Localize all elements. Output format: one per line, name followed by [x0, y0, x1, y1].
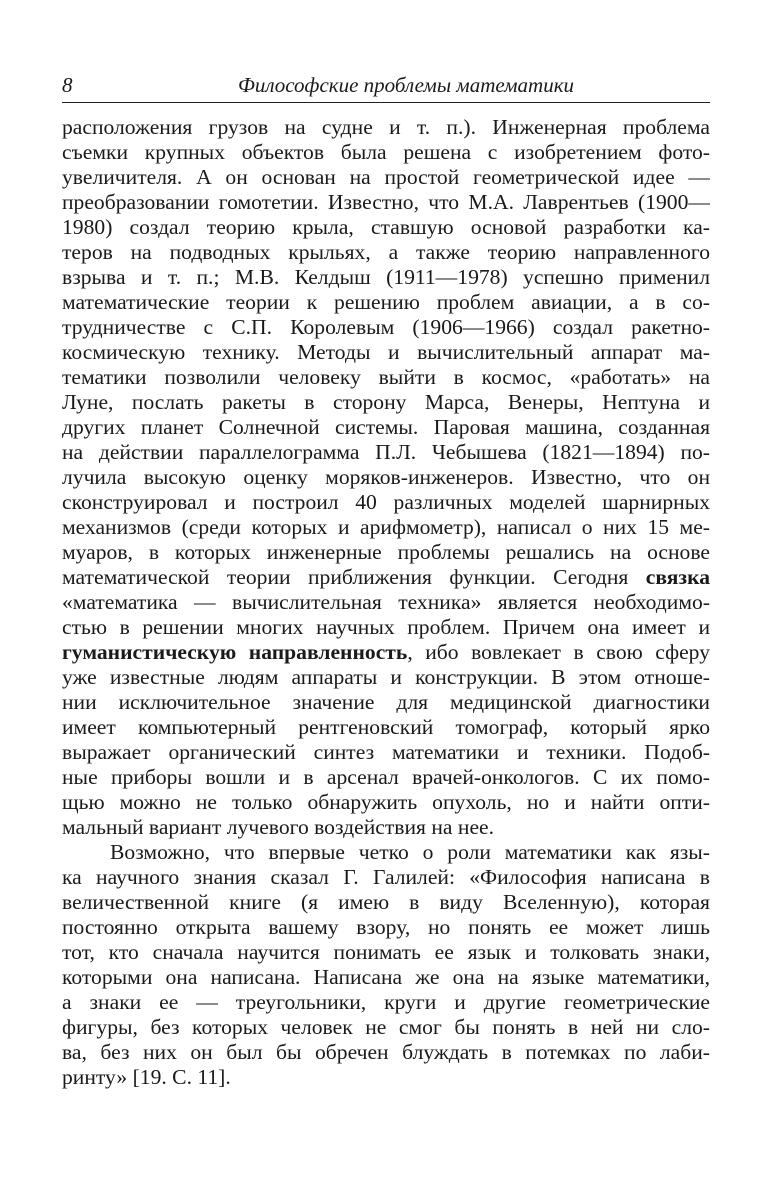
text-run: математической теории приближения функции. Сегодня	[62, 565, 646, 589]
text-line: имеет компьютерный рентгеновский томограф, который ярко	[62, 715, 710, 739]
text-line: ва, без них он был бы обречен блуждать в потемках по лаби-	[62, 1040, 710, 1064]
text-line: Луне, послать ракеты в сторону Марса, Венеры, Нептуна и	[62, 390, 710, 414]
text-line: тематики позволили человеку выйти в космос, «работать» на	[62, 365, 710, 389]
text-run: , ибо вовлекает в свою сферу	[407, 640, 710, 664]
text-line: других планет Солнечной системы. Паровая машина, созданная	[62, 415, 710, 439]
text-line: муаров, в которых инженерные проблемы решались на основе	[62, 540, 710, 564]
book-page	[62, 68, 710, 1090]
text-line: увеличителя. А он основан на простой геометрической идее —	[62, 165, 710, 189]
paragraph-2	[62, 840, 710, 1090]
book-title: Философские проблемы математики	[237, 73, 575, 97]
text-line: тот, кто сначала научится понимать ее язык и толковать знаки,	[62, 940, 710, 964]
text-line: ринту» [19. С. 11].	[62, 1065, 231, 1089]
text-line: лучила высокую оценку моряков-инженеров. Известно, что он	[62, 465, 710, 489]
text-line-with-bold	[62, 565, 710, 590]
text-line: на действии параллелограмма П.Л. Чебышева (1821—1894) по-	[62, 440, 710, 464]
text-line: теров на подводных крыльях, а также теорию направленного	[62, 240, 710, 264]
text-line: космическую технику. Методы и вычислительный аппарат ма-	[62, 340, 710, 364]
page-number: 8	[62, 73, 73, 97]
text-line: уже известные людям аппараты и конструкции. В этом отноше-	[62, 665, 710, 689]
running-head	[62, 68, 710, 103]
text-line: выражает органический синтез математики и техники. Подоб-	[62, 740, 710, 764]
text-line: фигуры, без которых человек не смог бы понять в ней ни сло-	[62, 1015, 710, 1039]
text-line: постоянно открыта вашему взору, но понять ее может лишь	[62, 915, 710, 939]
bold-term-svyazka: связка	[645, 565, 710, 589]
text-line: щью можно не только обнаружить опухоль, но и найти опти-	[62, 790, 710, 814]
body-text	[62, 115, 710, 1090]
text-line: преобразовании гомотетии. Известно, что М.А. Лаврентьев (1900—	[62, 190, 710, 214]
text-line: нии исключительное значение для медицинской диагностики	[62, 690, 710, 714]
text-line-with-bold	[62, 640, 710, 665]
text-line: съемки крупных объектов была решена с изобретением фото-	[62, 140, 710, 164]
paragraph-1	[62, 115, 710, 840]
text-line: сконструировал и построил 40 различных моделей шарнирных	[62, 490, 710, 514]
text-line: Возможно, что впервые четко о роли математики как язы-	[110, 840, 710, 864]
text-line: а знаки ее — треугольники, круги и другие геометрические	[62, 990, 710, 1014]
text-line: стью в решении многих научных проблем. Причем она имеет и	[62, 615, 710, 639]
text-line: ные приборы вошли и в арсенал врачей-онкологов. С их помо-	[62, 765, 710, 789]
text-line: математические теории к решению проблем авиации, а в со-	[62, 290, 710, 314]
text-line: механизмов (среди которых и арифмометр), написал о них 15 ме-	[62, 515, 710, 539]
text-line: трудничестве с С.П. Королевым (1906—1966) создал ракетно-	[62, 315, 710, 339]
text-line: мальный вариант лучевого воздействия на нее.	[62, 815, 495, 839]
text-line: расположения грузов на судне и т. п.). Инженерная проблема	[62, 115, 710, 139]
text-line: которыми она написана. Написана же она на языке математики,	[62, 965, 710, 989]
text-line: «математика — вычислительная техника» является необходимо-	[62, 590, 710, 614]
text-line: величественной книге (я имею в виду Вселенную), которая	[62, 890, 710, 914]
text-line: ка научного знания сказал Г. Галилей: «Философия написана в	[62, 865, 710, 889]
bold-term-humanistic: гуманистическую направленность	[62, 640, 408, 664]
text-line: 1980) создал теорию крыла, ставшую основой разработки ка-	[62, 215, 710, 239]
text-line: взрыва и т. п.; М.В. Келдыш (1911—1978) успешно применил	[62, 265, 710, 289]
